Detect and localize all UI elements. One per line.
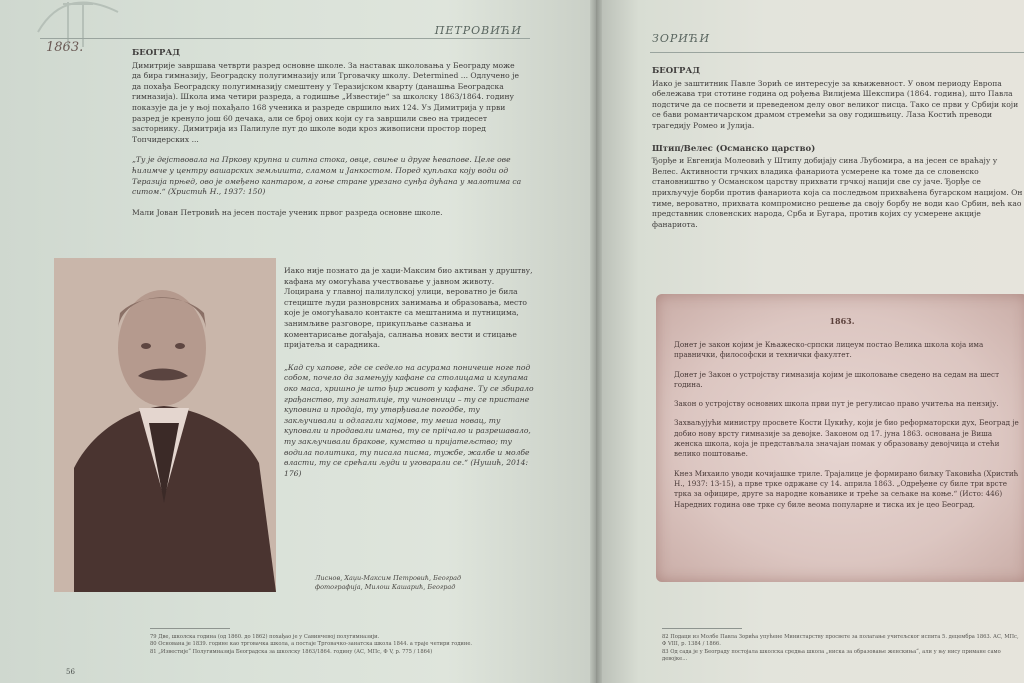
main-text-column (652, 66, 1024, 230)
header-rule (40, 38, 530, 39)
footnote-rule (150, 628, 230, 629)
header-rule (650, 52, 1024, 53)
section-heading: БЕОГРАД (652, 66, 700, 76)
page-number: 56 (66, 668, 75, 676)
side-text-column (284, 266, 534, 479)
footnotes (150, 634, 540, 656)
quote: „Ту је дејствовала на Пркову крупна и ситна стока, овце, свиње и друге ћевапове. Целе ове ћилимче у центру вашарских земљишта, сламом и Јанкостом. Поред купљака коју води од Теразија прњед, ово је омеђено кантаром, а гоње стране урезано сунђа дућана у малотима са ситом.“ (Христић Н., 1937: 150) (132, 155, 522, 197)
quote: „Кад су хапове, где се седело на асурама поничеше ноге под собом, почело да замењују кафане са столицама и клупама око маса, хришно је што ђир живот у кафане. Ту се збирало грађанство, ту занатлије, ту чиновници – ту се пристане куповина и продаја, ту утврђивале погодбе, ту закључивали и одлагали хајмове, ту меша новац, ту куповали и продавали имања, ту се пріічало и разрешавало, ту закључивали бракове, кумство и пријатељство; ту водила политика, ту писала писма, тужбе, жалбе и молбе власти, ту се срећали људи и уговарали се.“ (Нушић, 2014: 176) (284, 362, 534, 478)
running-head: ПЕТРОВИЋИ (434, 24, 522, 37)
footnote: 82 Подаци из Молбе Павла Зорића упућене Министарству просвете за полагање учитељског испита 5. децембра 1863. АС, МПс, Ф VIII, р. 1384 / 1866. (662, 634, 1019, 648)
box-paragraph: Донет је закон којим је Књажеско-српски лицеум постао Велика школа која има правнички, философски и технички факултет. (674, 340, 984, 360)
footnote-rule (662, 628, 742, 629)
paragraph: Мали Јован Петровић на јесен постаје ученик првог разреда основне школе. (132, 207, 443, 217)
box-text (674, 340, 1019, 519)
paragraph: Иако није познато да је хаџи-Максим био активан у друштву, кафана му омогућава учествовање у јавном животу. Лоцирана у главној палилулској улици, вероватно је била стециште људи разноврсних занимања и образовања, место које је омогућавало контакте са мештанима и путницима, занимљиве разговоре, прикупљање сазнања и коментарисање догађаја, салнања нових вести и стицање пријатеља и сарадника. (284, 266, 533, 350)
running-head: ЗОРИЋИ (652, 32, 711, 45)
caption-line: Лиснов, Хаџи-Максим Петровић, Београд (315, 574, 462, 582)
footnote: 81 „Известије“ Полугимназија Београдска за школску 1863/1864. годину (АС, МПс, Ф V, р. 775 / 1864) (150, 648, 433, 655)
paragraph: Димитрије завршава четврти разред основне школе. За наставак школовања у Београду може да бира гимназију, Београдску полугимназију или Трговачку школу. Determined ... Одлучено је да похађа Београдску полугимназију смештену у Теразијском кварту (данашња Београдска гимназија). Школа има четири разреда, а годишње „Известије“ за школску 1863/1864. годину показује да је у њој похађало 168 ученика и разреде свршило њих 124. Уз Димитрија у први разред је кренуло још 60 дечака, али се број ових који су га завршили свео на тридесет засторнику. Димитрија из Палилуле пут до школе води кроз живописни простор поред Топчидерских ... (132, 60, 519, 144)
paragraph: Иако је заштитник Павле Зорић се интересује за књижевност. У овом периоду Европа обележава три стотине година од рођења Вилијема Шекспира (1864. година), што Павла подстиче да се посвети и преведеном делу овог великог писца. Тако се први у Србији који се бави романтичарском драмом стремећи за ову годишњицу. Лаза Костић преводи трагедију Ромео и Јулија. (652, 78, 1019, 130)
portrait-photo (54, 258, 276, 592)
main-text-column (132, 48, 524, 218)
parchment-box (656, 294, 1024, 582)
year-label: 1863. (46, 40, 84, 55)
paragraph: Ђорђе и Евгенија Молеовић у Штипу добијају сина Љубомира, а на јесен се враћају у Велес. Активности грчких владика фанариота усмерене ка томе да се словенско становништво у Османском царству прихвати грчкој нацији све су јаче. Ђорђе се прихључује борби против фанариота која са последњом прихваћена бугарском нацијом. Он тиме, вероватно, прихвата компромисно решење да своју борбу не води као Србин, већ као представник словенских народа, Срба и Бугара, против којих су усмерене акције фанариота. (652, 156, 1023, 229)
book-gutter (590, 0, 602, 683)
box-paragraph: Донет је Закон о устројству гимназија којим је школовање сведено на седам на шест година. (674, 369, 1000, 389)
right-page (596, 0, 1024, 683)
photo-caption (315, 574, 461, 592)
footnote: 83 Од сада је у Београду постојала школска средња школа „ниска за образовање женскиња“, али у њу нису примане само девојке... (662, 648, 1001, 663)
footnotes (662, 634, 1022, 664)
box-paragraph: Захваљујући министру просвете Кости Цукићу, који је био реформаторски дух, Београд је добио нову врсту гимназије за девојке. Законом од 17. јуна 1863. основана је Виша женска школа, која је представљала значајан помак у образовању девојчица и стећи велико поштовање. (674, 418, 1019, 459)
footnote: 80 Основана је 1839. године као трговачка школа, а постаје Трговачко-занатска школа 1844. а траје четири године. (150, 641, 473, 648)
box-paragraph: Кнез Михаило уводи кочијашке триле. Трајалице је формирано биљку Таковића (Христић Н., 1937: 13-15), а прве трке одржане су 14. априла 1863. „Одређене су биле три врсте трка за официре, друге за народне коњанике и треће за сељаке на коње.“ (Исто: 446) Наредних година ове трке су биле веома популарне и тиска их је цео Београд. (674, 468, 1019, 509)
portrait-figure-icon (54, 258, 276, 592)
footnote: 79 Две, школска година (од 1860. до 1862) похађао је у Савинчевој полугимназији. (150, 634, 380, 640)
box-paragraph: Закон о устројству основних школа први пут је регулисао право учитеља на пензију. (674, 399, 999, 409)
section-heading: БЕОГРАД (132, 48, 180, 58)
section-heading: Штип/Велес (Османско царство) (652, 143, 816, 154)
caption-line: фотографија, Милош Кашарић, Београд (315, 583, 456, 591)
box-year: 1863. (829, 316, 855, 326)
